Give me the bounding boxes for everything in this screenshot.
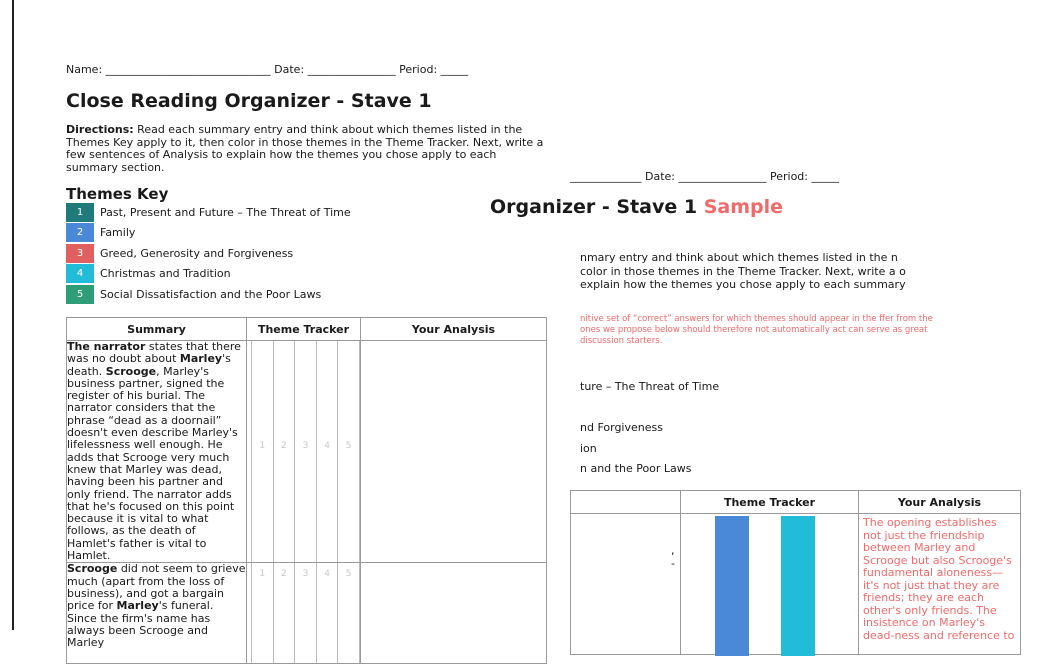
- page-title: Close Reading Organizer - Stave 1: [66, 90, 432, 112]
- theme-tracker-column-header: Theme Tracker: [247, 318, 361, 341]
- analysis-cell[interactable]: [361, 563, 547, 664]
- table-row: [67, 341, 547, 563]
- summary-keyword: Marley: [179, 352, 223, 366]
- summary-text: 's death.: [67, 352, 231, 378]
- sample-theme-3: nd Forgiveness: [580, 421, 663, 434]
- theme-color-swatch: 1: [66, 203, 94, 222]
- theme-tracker-column[interactable]: [317, 563, 339, 663]
- sample-tracker: [681, 514, 858, 654]
- theme-tracker-column[interactable]: [295, 563, 317, 663]
- page-edge-divider: [12, 0, 14, 630]
- theme-tracker-number: 5: [345, 441, 352, 451]
- analysis-cell[interactable]: [361, 341, 547, 563]
- sample-theme-4: ion: [580, 442, 597, 455]
- theme-tracker-cell[interactable]: [247, 341, 361, 563]
- sample-theme-5: n and the Poor Laws: [580, 462, 692, 475]
- summary-table: [66, 317, 547, 664]
- sample-analysis-cell: [859, 514, 1021, 655]
- theme-tracker-column[interactable]: [338, 341, 360, 562]
- summary-keyword: The narrator: [67, 340, 146, 353]
- sample-directions: nmary entry and think about which themes listed in the n color in those themes in the Theme Tracker. Next, write a o explain how the themes you chose apply to each summary: [580, 251, 906, 291]
- sample-analysis-text: The opening establishes not just the friendship between Marley and Scrooge but also Scrooge's fundamental aloneness—it's not just that they are friends; they are each other's only friends. The insistence on Marley's dead-ness and reference to: [863, 516, 1015, 642]
- theme-color-swatch: 4: [66, 264, 94, 283]
- theme-tracker-number: 3: [302, 441, 309, 451]
- summary-keyword: Marley: [116, 599, 159, 613]
- summary-cell: [67, 341, 247, 563]
- sample-tracker-header: Theme Tracker: [681, 491, 859, 514]
- sample-note: nitive set of “correct” answers for which themes should appear in the ffer from the ones we propose below should therefore not automatically act can serve as great discussion starters.: [580, 314, 933, 346]
- sample-page: [490, 0, 1015, 642]
- themes-key-heading: Themes Key: [66, 185, 169, 203]
- sample-tracker-fill-family: [715, 516, 749, 656]
- summary-cell: [67, 563, 247, 664]
- theme-tracker-column[interactable]: [338, 563, 360, 663]
- theme-tracker-number: 1: [259, 569, 266, 580]
- theme-tracker-column[interactable]: [274, 341, 296, 562]
- summary-text: did not seem to grieve much (apart from the loss of business), and got a bargain price for: [67, 562, 246, 613]
- theme-label: Greed, Generosity and Forgiveness: [100, 246, 294, 260]
- theme-tracker-grid: [247, 341, 360, 562]
- theme-label: Family: [100, 226, 136, 240]
- theme-key-item: [66, 202, 351, 223]
- summary-keyword: Scrooge: [67, 562, 118, 576]
- theme-label: Christmas and Tradition: [100, 267, 231, 281]
- sample-summary-fragment: -: [671, 557, 675, 570]
- theme-label: Social Dissatisfaction and the Poor Laws: [100, 287, 322, 301]
- theme-tracker-column[interactable]: [251, 563, 274, 663]
- theme-tracker-grid: [247, 563, 360, 663]
- directions-label: Directions:: [66, 123, 134, 136]
- sample-theme-1: ture – The Threat of Time: [580, 380, 720, 393]
- sample-title-main: Organizer - Stave 1: [490, 196, 698, 218]
- sample-analysis-header: Your Analysis: [859, 491, 1021, 514]
- sample-table: [570, 490, 1021, 655]
- theme-tracker-column[interactable]: [295, 341, 317, 562]
- worksheet-page: [30, 0, 590, 650]
- theme-tracker-number: 4: [324, 441, 330, 451]
- theme-tracker-number: 5: [345, 569, 352, 580]
- theme-color-swatch: 3: [66, 244, 94, 263]
- directions: [66, 124, 546, 174]
- theme-tracker-column[interactable]: [317, 341, 339, 562]
- theme-key-item: [66, 264, 351, 285]
- sample-title-badge: Sample: [703, 196, 784, 218]
- directions-text: Read each summary entry and think about which themes listed in the Themes Key apply to it, then color in those themes in the Theme Tracker. Next, write a few sentences of Analysis to explain how the themes you chose apply to each summary section.: [66, 123, 544, 174]
- summary-column-header: Summary: [67, 318, 247, 341]
- table-row: [67, 563, 547, 664]
- theme-tracker-cell[interactable]: [247, 563, 361, 664]
- theme-tracker-number: 3: [302, 569, 309, 580]
- theme-tracker-column[interactable]: [251, 341, 274, 562]
- theme-tracker-number: 2: [281, 441, 287, 451]
- sample-tracker-cell: [681, 514, 859, 655]
- analysis-column-header: Your Analysis: [361, 318, 547, 341]
- summary-text: states that there was no doubt about: [67, 340, 241, 366]
- summary-keyword: Scrooge: [105, 364, 157, 378]
- theme-tracker-number: 1: [259, 441, 266, 451]
- theme-tracker-column[interactable]: [274, 563, 296, 663]
- summary-text: , Marley's business partner, signed the register of his burial. The narrator considers that the phrase “dead as a doornail” doesn't even describe Marley's lifelessness well enough. He adds that Scrooge very much knew that Marley was dead, having been his partner and only friend. The narrator adds that he's focused on this point because it is vital to what follows, as the death of Hamlet's father is vital to Hamlet.: [67, 364, 238, 563]
- theme-key-item: [66, 284, 351, 305]
- name-date-period-line: Name: ______________________________ Date: ________________ Period: _____: [66, 63, 469, 76]
- theme-color-swatch: 2: [66, 223, 94, 242]
- theme-key-item: [66, 243, 351, 264]
- summary-text: 's funeral. Since the firm's name has always been Scrooge and Marley: [67, 599, 214, 650]
- sample-summary-fragment: ,: [671, 544, 675, 557]
- sample-header-line: _____________ Date: ________________ Period: _____: [570, 170, 839, 183]
- theme-key-item: [66, 223, 351, 244]
- theme-color-swatch: 5: [66, 285, 94, 304]
- theme-label: Past, Present and Future – The Threat of Time: [100, 205, 351, 219]
- theme-tracker-number: 2: [281, 569, 287, 580]
- theme-tracker-number: 4: [324, 569, 330, 580]
- themes-key-list: [66, 202, 351, 305]
- sample-tracker-fill-christmas: [781, 516, 815, 656]
